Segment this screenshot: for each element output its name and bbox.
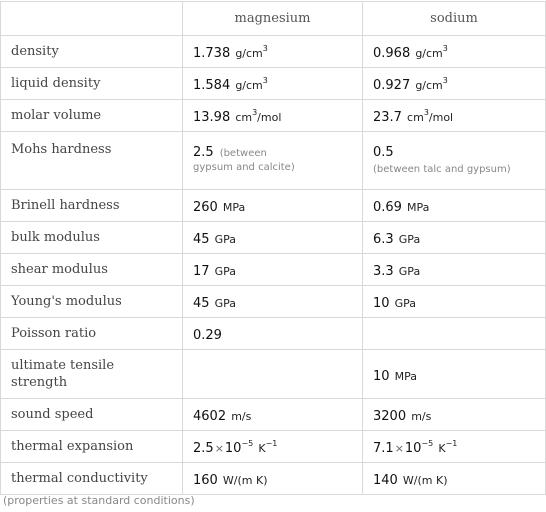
properties-table <box>0 1 546 495</box>
table-row <box>1 222 546 254</box>
header-corner-cell <box>1 2 183 36</box>
value: 140 <box>373 473 398 488</box>
row-label-bulk-modulus: bulk modulus <box>1 222 183 254</box>
unit: MPa <box>407 201 430 214</box>
value: 3.3 <box>373 264 394 279</box>
unit: GPa <box>214 265 237 278</box>
sodium-liquid-density-cell <box>363 68 546 100</box>
unit-text: K <box>258 442 266 455</box>
note-continued: gypsum and calcite) <box>193 162 295 173</box>
value: 3200 <box>373 409 407 424</box>
unit-exponent: 3 <box>262 76 268 85</box>
table-row <box>1 100 546 132</box>
row-label-ultimate-tensile-strength: ultimate tensile strength <box>1 350 183 399</box>
row-label-mohs-hardness: Mohs hardness <box>1 132 183 190</box>
magnesium-liquid-density-cell <box>183 68 363 100</box>
unit: GPa <box>394 297 417 310</box>
value: 260 <box>193 200 218 215</box>
row-label-sound-speed: sound speed <box>1 399 183 431</box>
table-row <box>1 190 546 222</box>
row-label-density: density <box>1 36 183 68</box>
sodium-poisson-cell <box>363 318 546 350</box>
unit <box>415 76 448 92</box>
times-sign: × <box>394 442 404 455</box>
sodium-uts-cell <box>363 350 546 399</box>
unit: m/s <box>411 410 432 423</box>
unit: GPa <box>214 233 237 246</box>
magnesium-shear-cell <box>183 254 363 286</box>
table-row <box>1 399 546 431</box>
base: 10 <box>404 441 422 456</box>
magnesium-thermal-conductivity-cell <box>183 463 363 495</box>
row-label-shear-modulus: shear modulus <box>1 254 183 286</box>
sodium-youngs-cell <box>363 286 546 318</box>
unit-exponent: −1 <box>265 439 278 448</box>
unit: MPa <box>222 201 246 214</box>
unit-text: cm <box>235 111 253 124</box>
unit-exponent: −1 <box>445 439 458 448</box>
unit <box>235 108 282 124</box>
unit-exponent: 3 <box>262 44 268 53</box>
row-label-liquid-density: liquid density <box>1 68 183 100</box>
unit-text-suffix: /mol <box>428 111 454 124</box>
value: 0.29 <box>193 328 222 343</box>
magnesium-uts-cell <box>183 350 363 399</box>
sodium-brinell-cell <box>363 190 546 222</box>
value: 4602 <box>193 409 227 424</box>
magnesium-density-cell <box>183 36 363 68</box>
value: 10 <box>373 368 390 384</box>
sodium-shear-cell <box>363 254 546 286</box>
header-magnesium: magnesium <box>183 2 363 36</box>
value: 0.69 <box>373 200 402 215</box>
row-label-brinell-hardness: Brinell hardness <box>1 190 183 222</box>
exponent: −5 <box>421 439 434 448</box>
unit-text-suffix: /mol <box>257 111 282 124</box>
unit <box>258 439 278 455</box>
sodium-molar-volume-cell <box>363 100 546 132</box>
note: (between talc and gypsum) <box>373 164 511 175</box>
unit-exponent: 3 <box>423 108 429 117</box>
magnesium-poisson-cell <box>183 318 363 350</box>
magnesium-mohs-cell <box>183 132 363 190</box>
sodium-sound-cell <box>363 399 546 431</box>
unit-text: K <box>438 442 446 455</box>
note: (between <box>219 148 267 159</box>
unit <box>438 439 458 455</box>
table-row <box>1 36 546 68</box>
row-label-poisson-ratio: Poisson ratio <box>1 318 183 350</box>
footnote: (properties at standard conditions) <box>3 494 195 507</box>
unit: MPa <box>394 369 418 383</box>
table-row <box>1 350 546 399</box>
row-label-youngs-modulus: Young's modulus <box>1 286 183 318</box>
unit: W/(m K) <box>222 474 268 487</box>
unit: m/s <box>231 410 252 423</box>
value: 0.5 <box>373 145 394 160</box>
mantissa: 2.5 <box>193 441 214 456</box>
unit-text: g/cm <box>235 47 263 60</box>
sodium-bulk-cell <box>363 222 546 254</box>
unit <box>235 76 268 92</box>
mantissa: 7.1 <box>373 441 394 456</box>
unit: GPa <box>214 297 237 310</box>
row-label-molar-volume: molar volume <box>1 100 183 132</box>
unit <box>407 108 454 124</box>
magnesium-thermal-expansion-cell <box>183 431 363 463</box>
unit-exponent: 3 <box>252 108 258 117</box>
unit-exponent: 3 <box>442 76 448 85</box>
value: 17 <box>193 264 210 279</box>
table-row <box>1 254 546 286</box>
magnesium-brinell-cell <box>183 190 363 222</box>
exponent: −5 <box>241 439 254 448</box>
value: 0.927 <box>373 78 411 93</box>
unit <box>235 44 268 60</box>
unit-text: g/cm <box>415 47 443 60</box>
value: 6.3 <box>373 232 394 247</box>
table-row <box>1 463 546 495</box>
value: 1.738 <box>193 46 231 61</box>
unit-text: cm <box>407 111 424 124</box>
header-row <box>1 2 546 36</box>
table-row <box>1 132 546 190</box>
value: 45 <box>193 232 210 247</box>
sodium-mohs-cell <box>363 132 546 190</box>
sodium-thermal-expansion-cell <box>363 431 546 463</box>
value: 13.98 <box>193 110 231 125</box>
value: 2.5 <box>193 145 214 160</box>
row-label-thermal-expansion: thermal expansion <box>1 431 183 463</box>
unit-exponent: 3 <box>442 44 448 53</box>
unit: W/(m K) <box>402 474 448 487</box>
table-row <box>1 286 546 318</box>
base: 10 <box>224 441 242 456</box>
value: 1.584 <box>193 78 231 93</box>
magnesium-molar-volume-cell <box>183 100 363 132</box>
magnesium-bulk-cell <box>183 222 363 254</box>
unit: GPa <box>398 265 421 278</box>
row-label-thermal-conductivity: thermal conductivity <box>1 463 183 495</box>
header-sodium: sodium <box>363 2 546 36</box>
table-row <box>1 68 546 100</box>
table-row <box>1 318 546 350</box>
sodium-density-cell <box>363 36 546 68</box>
table-row <box>1 431 546 463</box>
magnesium-youngs-cell <box>183 286 363 318</box>
unit: GPa <box>398 233 421 246</box>
sodium-thermal-conductivity-cell <box>363 463 546 495</box>
value: 23.7 <box>373 110 402 125</box>
value: 160 <box>193 473 218 488</box>
value: 10 <box>373 296 390 311</box>
value: 45 <box>193 296 210 311</box>
unit <box>415 44 448 60</box>
unit-text: g/cm <box>415 79 443 92</box>
unit-text: g/cm <box>235 79 263 92</box>
times-sign: × <box>214 442 224 455</box>
value: 0.968 <box>373 46 411 61</box>
magnesium-sound-cell <box>183 399 363 431</box>
